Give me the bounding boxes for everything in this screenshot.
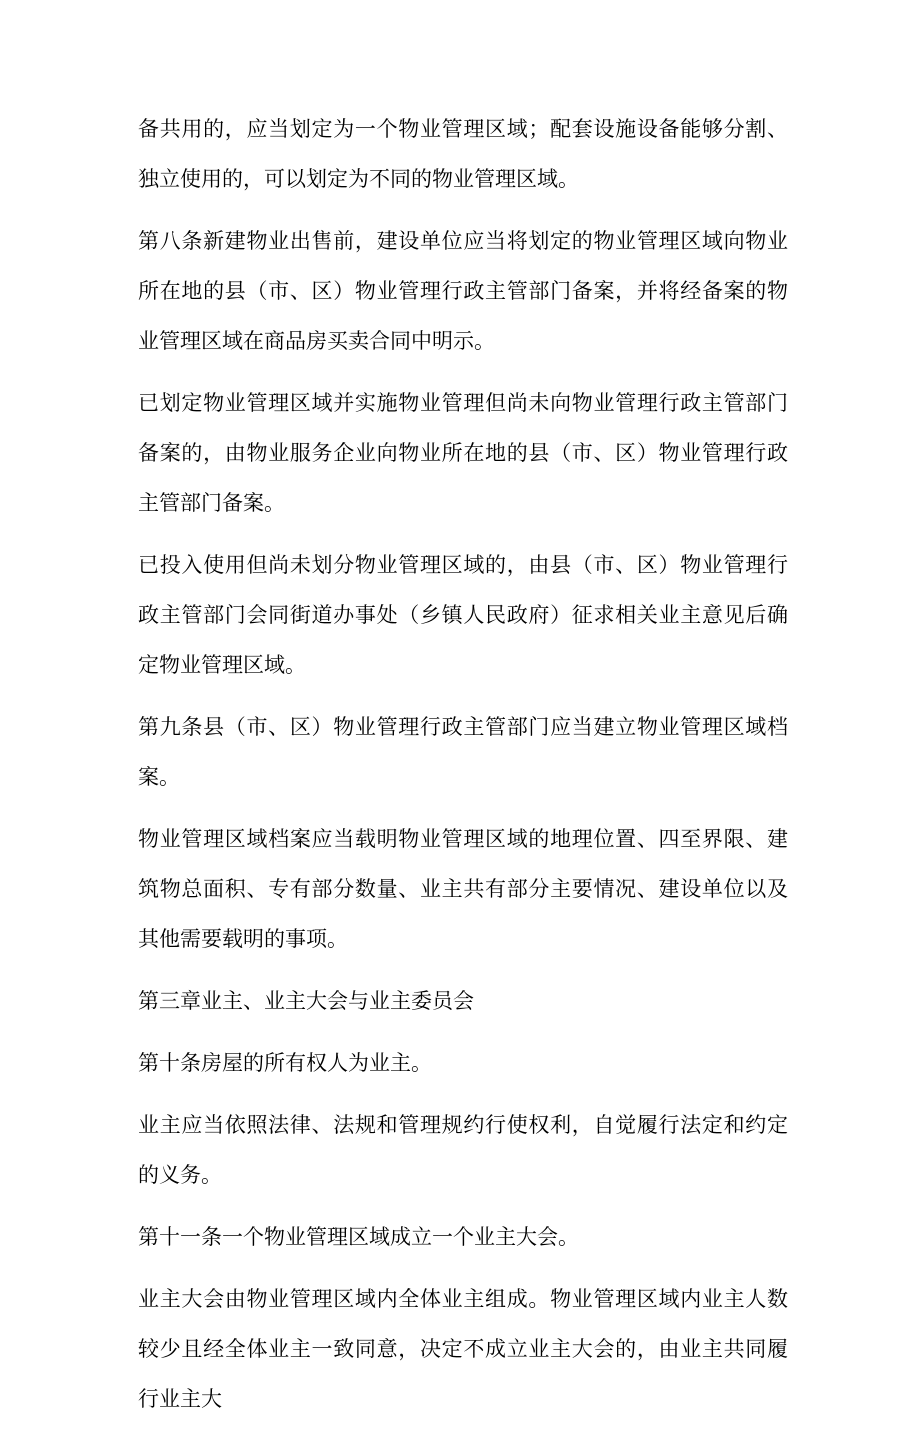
paragraph-article-11: 第十一条一个物业管理区域成立一个业主大会。 [138,1225,579,1249]
paragraph-article-10: 第十条房屋的所有权人为业主。 [138,1051,432,1075]
paragraph-article-9: 第九条县（市、区）物业管理行政主管部门应当建立物业管理区域档案。 [138,715,788,789]
paragraph: 业主大会由物业管理区域内全体业主组成。物业管理区域内业主人数较少且经全体业主一致同意，决定不成立业主大会的，由业主共同履行业主大 [138,1287,788,1411]
document-page [138,104,788,1436]
paragraph: 业主应当依照法律、法规和管理规约行使权利，自觉履行法定和约定的义务。 [138,1113,788,1187]
paragraph: 物业管理区域档案应当载明物业管理区域的地理位置、四至界限、建筑物总面积、专有部分数量、业主共有部分主要情况、建设单位以及其他需要载明的事项。 [138,827,788,951]
paragraph: 已投入使用但尚未划分物业管理区域的，由县（市、区）物业管理行政主管部门会同街道办事处（乡镇人民政府）征求相关业主意见后确定物业管理区域。 [138,553,788,677]
paragraph: 已划定物业管理区域并实施物业管理但尚未向物业管理行政主管部门备案的，由物业服务企业向物业所在地的县（市、区）物业管理行政主管部门备案。 [138,391,788,515]
paragraph-article-8: 第八条新建物业出售前，建设单位应当将划定的物业管理区域向物业所在地的县（市、区）物业管理行政主管部门备案，并将经备案的物业管理区域在商品房买卖合同中明示。 [138,229,788,353]
paragraph: 备共用的，应当划定为一个物业管理区域；配套设施设备能够分割、独立使用的，可以划定为不同的物业管理区域。 [138,117,788,191]
chapter-heading: 第三章业主、业主大会与业主委员会 [138,989,474,1013]
